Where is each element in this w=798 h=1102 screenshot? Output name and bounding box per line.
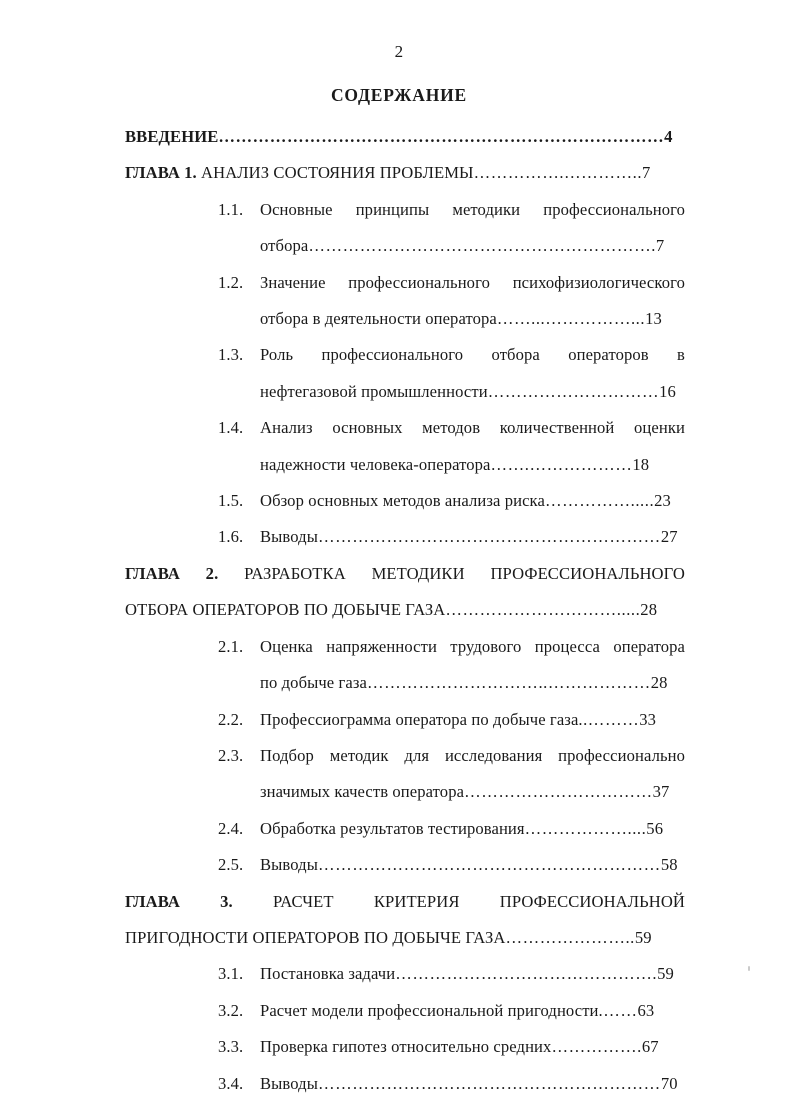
dot-leader: ……………………………………………………: [317, 1073, 661, 1093]
page-number: 2: [394, 42, 404, 61]
toc-entry-page: 58: [660, 855, 678, 875]
toc-entry-label-cont: отбора: [260, 236, 309, 256]
dot-leader: …………………..: [505, 927, 635, 947]
toc-entry-label-cont: по добыче газа: [260, 673, 368, 693]
toc-entry-label: Расчет модели профессиональной пригодности: [260, 1000, 599, 1020]
dot-leader: .……: [598, 1000, 638, 1020]
toc-entry-label: Анализ основных методов количественной оценки: [260, 418, 685, 438]
toc-entry-label: Постановка задачи: [260, 964, 396, 984]
toc-entry-label: Роль профессионального отбора операторов в: [260, 345, 685, 365]
dot-leader: ………………....: [524, 818, 647, 838]
toc-entry-label-cont: нефтегазовой промышленности: [260, 381, 488, 401]
dot-leader: ……………………………………….: [395, 964, 658, 984]
toc-entry-page: 28: [640, 600, 658, 620]
chapter-number: ГЛАВА 1.: [125, 163, 197, 183]
toc-entry-label-cont: отбора в деятельности оператора: [260, 309, 497, 329]
toc-entry-2-3[interactable]: [125, 738, 685, 811]
toc-entry-1-3[interactable]: [125, 337, 685, 410]
toc-entry-page: 27: [660, 527, 678, 547]
section-number: 2.4.: [218, 818, 244, 838]
toc-entry-label: РАСЧЕТ КРИТЕРИЯ ПРОФЕССИОНАЛЬНОЙ: [273, 891, 685, 911]
section-number: 1.1.: [218, 199, 244, 219]
toc-entry-page: 7: [655, 236, 665, 256]
dot-leader: …….………………: [490, 454, 633, 474]
toc-entry-label: Проверка гипотез относительно средних: [260, 1037, 552, 1057]
dot-leader: ………………………….....: [445, 600, 641, 620]
toc-entry-2-5[interactable]: [125, 847, 685, 883]
toc-entry-1-2[interactable]: [125, 265, 685, 338]
toc-entry-1-5[interactable]: [125, 483, 685, 519]
section-number: 2.3.: [218, 745, 244, 765]
toc-entry-page: 28: [650, 673, 668, 693]
section-number: 1.6.: [218, 527, 244, 547]
dot-leader: …………….....: [544, 491, 655, 511]
section-number: 3.2.: [218, 1000, 244, 1020]
toc-entry-label-cont: ОТБОРА ОПЕРАТОРОВ ПО ДОБЫЧЕ ГАЗА: [125, 600, 446, 620]
table-of-contents: [125, 119, 685, 1102]
section-number: 2.5.: [218, 855, 244, 875]
toc-entry-3-4[interactable]: [125, 1066, 685, 1102]
section-number: 1.3.: [218, 345, 244, 365]
toc-entry-page: 63: [637, 1000, 655, 1020]
toc-entry-label: Выводы: [260, 1073, 318, 1093]
toc-entry-label-cont: значимых качеств оператора: [260, 782, 465, 802]
toc-entry-3-3[interactable]: [125, 1029, 685, 1065]
dot-leader: …………………………………………………….: [308, 236, 656, 256]
toc-entry-page: 16: [659, 381, 676, 401]
toc-entry-page: 56: [646, 818, 664, 838]
toc-entry-page: 23: [654, 491, 671, 511]
section-number: 3.1.: [218, 964, 244, 984]
section-number: 3.3.: [218, 1037, 244, 1057]
section-number: 2.2.: [218, 709, 244, 729]
dot-leader: …………………………: [487, 381, 660, 401]
page-title: СОДЕРЖАНИЕ: [330, 85, 467, 105]
toc-entry-chapter-3[interactable]: [125, 884, 685, 957]
toc-entry-label-cont: надежности человека-оператора: [260, 454, 491, 474]
toc-entry-1-6[interactable]: [125, 519, 685, 555]
section-number: 1.2.: [218, 272, 244, 292]
toc-entry-chapter-2[interactable]: [125, 556, 685, 629]
dot-leader: ..………: [578, 709, 640, 729]
toc-entry-label: Оценка напряженности трудового процесса оператора: [260, 636, 685, 656]
dot-leader: ……...……………...: [496, 309, 646, 329]
chapter-number: ГЛАВА 2.: [125, 563, 219, 583]
toc-entry-page: 13: [645, 309, 662, 329]
dot-leader: …………….: [551, 1037, 642, 1057]
toc-entry-3-1[interactable]: [125, 956, 685, 992]
toc-entry-label-cont: ПРИГОДНОСТИ ОПЕРАТОРОВ ПО ДОБЫЧЕ ГАЗА: [125, 927, 506, 947]
toc-entry-page: 7: [642, 163, 651, 183]
toc-entry-1-4[interactable]: [125, 410, 685, 483]
dot-leader: ……………………………………………………: [317, 527, 661, 547]
dot-leader: …………….…………..: [473, 163, 643, 183]
toc-entry-label: Обработка результатов тестирования: [260, 818, 525, 838]
toc-entry-label: Обзор основных методов анализа риска: [260, 491, 545, 511]
toc-entry-3-2[interactable]: [125, 993, 685, 1029]
dot-leader: ……………………………………………………: [317, 855, 661, 875]
toc-entry-label: Выводы: [260, 527, 318, 547]
toc-entry-label: Значение профессионального психофизиологического: [260, 272, 685, 292]
dot-leader: …………………………..………………: [367, 673, 651, 693]
toc-entry-1-1[interactable]: [125, 192, 685, 265]
toc-entry-2-1[interactable]: [125, 629, 685, 702]
toc-entry-2-4[interactable]: [125, 811, 685, 847]
toc-entry-label: РАЗРАБОТКА МЕТОДИКИ ПРОФЕССИОНАЛЬНОГО: [244, 563, 685, 583]
toc-entry-page: 59: [634, 927, 652, 947]
toc-entry-label: ВВЕДЕНИЕ: [125, 127, 219, 146]
dot-leader: ……………………………: [464, 782, 653, 802]
section-number: 2.1.: [218, 636, 244, 656]
section-number: 3.4.: [218, 1073, 244, 1093]
section-number: 1.5.: [218, 491, 244, 511]
toc-entry-page: 33: [639, 709, 657, 729]
chapter-number: ГЛАВА 3.: [125, 891, 233, 911]
toc-entry-label: Основные принципы методики профессионального: [260, 199, 685, 219]
section-number: 1.4.: [218, 418, 244, 438]
toc-entry-page: 67: [641, 1037, 659, 1057]
toc-entry-label: Профессиограмма оператора по добыче газа: [260, 709, 579, 729]
toc-entry-label: Выводы: [260, 855, 318, 875]
toc-entry-label: АНАЛИЗ СОСТОЯНИЯ ПРОБЛЕМЫ: [196, 163, 474, 183]
toc-entry-page: 37: [652, 782, 670, 802]
toc-entry-page: 70: [660, 1073, 678, 1093]
toc-entry-chapter-1[interactable]: [125, 155, 685, 191]
toc-entry-introduction[interactable]: [125, 119, 685, 155]
toc-entry-label: Подбор методик для исследования профессионально: [260, 745, 685, 765]
toc-entry-page: 4: [664, 127, 673, 146]
scan-artifact-speck: [748, 966, 750, 971]
toc-entry-page: 59: [657, 964, 674, 984]
toc-entry-2-2[interactable]: [125, 702, 685, 738]
toc-entry-page: 18: [632, 454, 650, 474]
dot-leader: ……………………………………………………………………: [218, 127, 665, 146]
